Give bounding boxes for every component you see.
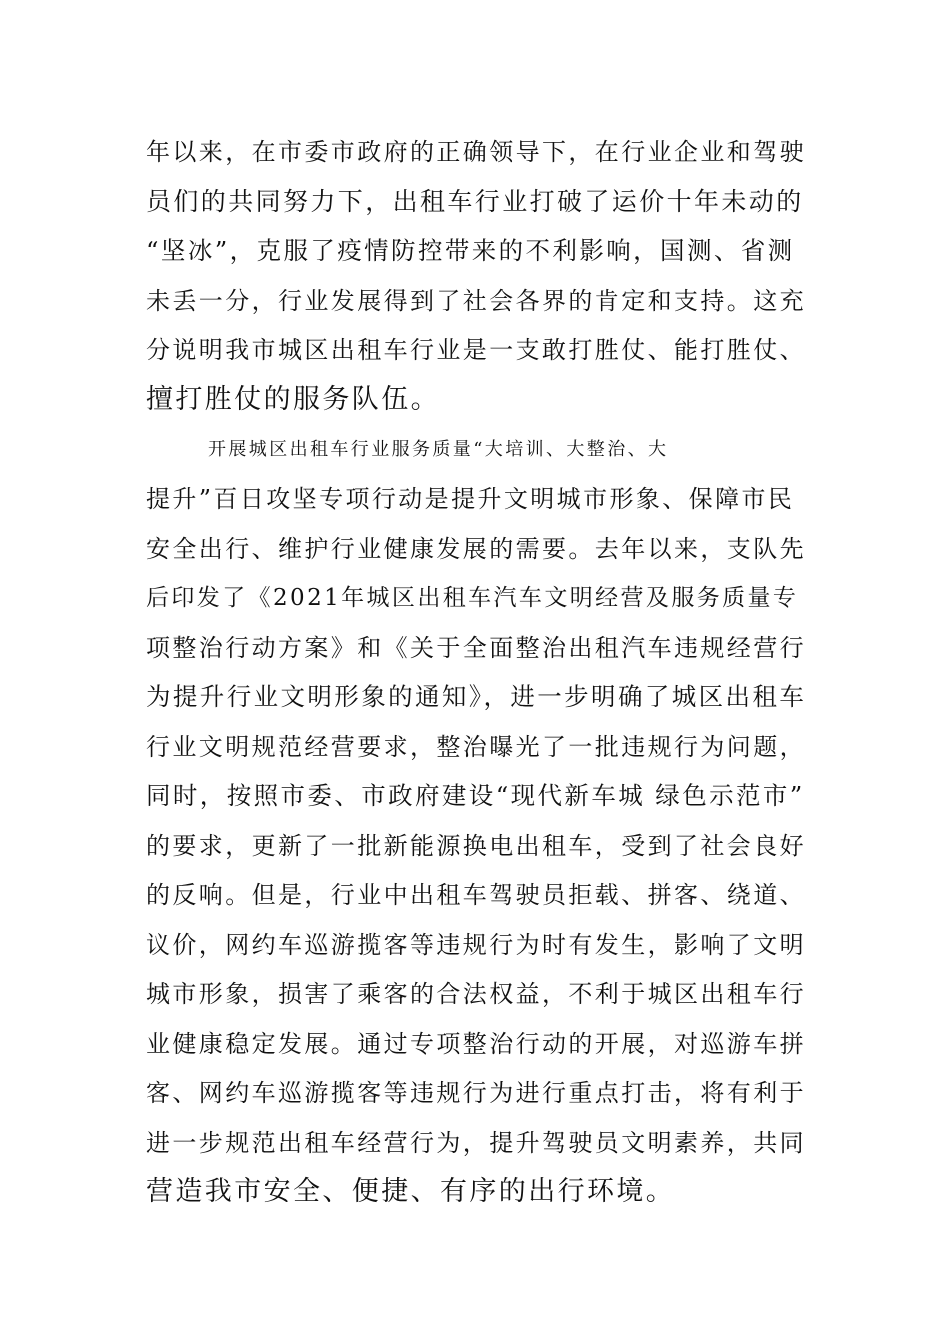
- text-line: 营造我市安全、便捷、有序的出行环境。: [146, 1176, 676, 1207]
- text-line: 为提升行业文明形象的通知》，进一步明确了城区出租车: [146, 682, 807, 711]
- text-line: 提升”百日攻坚专项行动是提升文明城市形象、保障市民: [146, 485, 795, 513]
- text-line: 开展城区出租车行业服务质量“大培训、大整治、大: [208, 439, 669, 460]
- text-line: 城市形象，损害了乘客的合法权益，不利于城区出租车行: [146, 980, 806, 1008]
- text-line: 分说明我市城区出租车行业是一支敢打胜仗、能打胜仗、: [146, 336, 806, 364]
- text-line: 安全出行、维护行业健康发展的需要。去年以来，支队先: [146, 535, 806, 563]
- text-line: 议价，网约车巡游揽客等违规行为时有发生，影响了文明: [146, 931, 806, 959]
- text-line: 进一步规范出租车经营行为，提升驾驶员文明素养，共同: [146, 1129, 806, 1157]
- text-line: 行业文明规范经营要求，整治曝光了一批违规行为问题，: [146, 733, 806, 761]
- text-line: 年以来，在市委市政府的正确领导下，在行业企业和驾驶: [146, 138, 806, 166]
- text-line: 的要求，更新了一批新能源换电出租车，受到了社会良好: [146, 832, 806, 860]
- text-line: 的反响。但是，行业中出租车驾驶员拒载、拼客、绕道、: [146, 881, 806, 909]
- text-line: 同时，按照市委、市政府建设“现代新车城 绿色示范市”: [146, 781, 805, 810]
- text-line: 客、网约车巡游揽客等违规行为进行重点打击，将有利于: [146, 1079, 806, 1107]
- text-line: 擅打胜仗的服务队伍。: [146, 384, 440, 415]
- text-line: 未丢一分，行业发展得到了社会各界的肯定和支持。这充: [146, 287, 806, 315]
- text-line: 业健康稳定发展。通过专项整治行动的开展，对巡游车拼: [146, 1030, 806, 1058]
- text-line: 项整治行动方案》和《关于全面整治出租汽车违规经营行: [146, 634, 806, 662]
- text-line: “坚冰”，克服了疫情防控带来的不利影响，国测、省测: [146, 236, 795, 265]
- text-line: 员们的共同努力下，出租车行业打破了运价十年未动的: [146, 187, 804, 216]
- text-line: 后印发了《2021年城区出租车汽车文明经营及服务质量专: [146, 585, 799, 611]
